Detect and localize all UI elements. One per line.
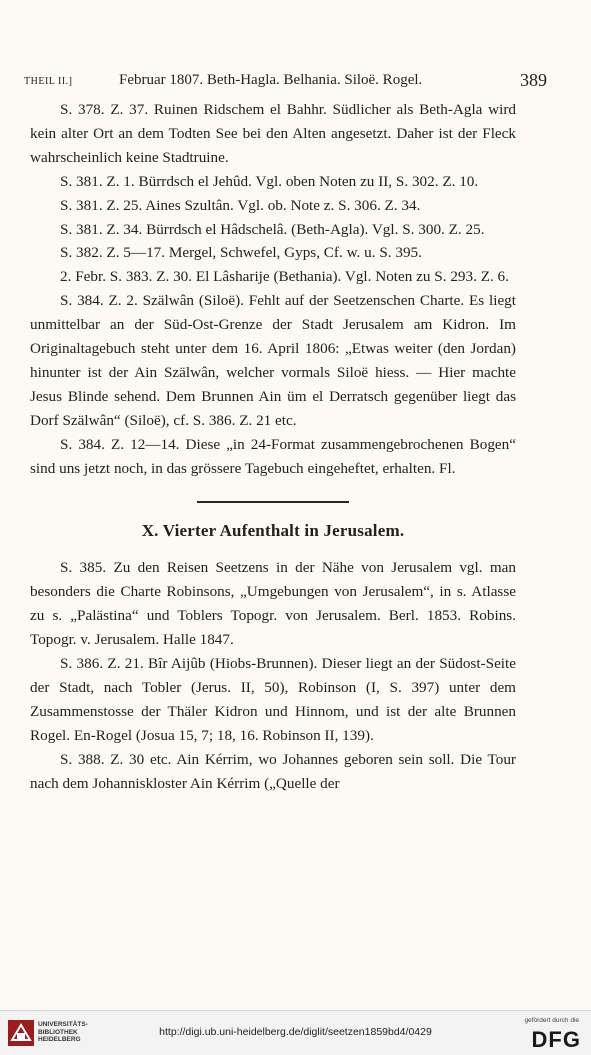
note-paragraph: S. 381. Z. 1. Bürrdsch el Jehûd. Vgl. oben Noten zu II, S. 302. Z. 10. — [60, 172, 479, 190]
permalink[interactable]: http://digi.ub.uni-heidelberg.de/diglit/seetzen1859bd4/0429 — [159, 1026, 432, 1038]
funding-note: gefördert durch die — [524, 1017, 579, 1024]
running-title: Februar 1807. Beth-Hagla. Belhania. Siloë. Rogel. — [119, 72, 423, 88]
note-paragraph: 2. Febr. S. 383. Z. 30. El Lâsharije (Bethania). Vgl. Noten zu S. 293. Z. 6. — [60, 268, 509, 286]
note-paragraph: S. 384. Z. 2. Szälwân (Siloë). Fehlt auf der Seetzenschen Charte. Es liegt unmittelbar an der Süd-Ost-Grenze der Stadt Jerusalem am Kidron. Im Originaltagebuch steht unter dem 16. April 1806: „Etwas weiter (den Jordan) hinunter ist der Ain Szälwân, welcher vormals Siloë hiess. — Hier machte Jesus Blinde sehend. Dem Brunnen Ain üm el Derratsch gegenüber liegt das Dorf Szälwân“ (Siloë), cf. S. 386. Z. 21 etc. — [30, 292, 516, 429]
note-paragraph: S. 382. Z. 5—17. Mergel, Schwefel, Gyps, Cf. w. u. S. 395. — [60, 244, 422, 262]
section-heading: X. Vierter Aufenthalt in Jerusalem. — [141, 520, 405, 540]
note-paragraph: S. 378. Z. 37. Ruinen Ridschem el Bahhr. Südlicher als Beth-Agla wird kein alter Ort an dem Todten See bei den Alten angesetzt. Daher ist der Fleck wahrscheinlich keine Stadtruine. — [30, 101, 516, 166]
volume-label: THEIL II.] — [24, 76, 73, 87]
page-number: 389 — [520, 70, 547, 90]
note-paragraph: S. 385. Zu den Reisen Seetzens in der Nähe von Jerusalem vgl. man besonders die Charte Robinsons, „Umgebungen von Jerusalem“, in s. Atlasse zu s. „Palästina“ und Toblers Topogr. von Jerusalem. Berl. 1853. Robins. Topogr. v. Jerusalem. Halle 1847. — [30, 559, 516, 649]
note-paragraph: S. 388. Z. 30 etc. Ain Kérrim, wo Johannes geboren sein soll. Die Tour nach dem Johanniskloster Ain Kérrim („Quelle der — [30, 750, 516, 792]
section-divider — [197, 501, 349, 503]
library-name-text: UNIVERSITÄTS- BIBLIOTHEK HEIDELBERG — [38, 1021, 88, 1043]
note-paragraph: S. 386. Z. 21. Bîr Aijûb (Hiobs-Brunnen). Dieser liegt an der Südost-Seite der Stadt, nach Tobler (Jerus. II, 50), Robinson (I, S. 397) unter dem Zusammenstosse der Thäler Kidron und Hinnom, und ist der alte Brunnen Rogel. En-Rogel (Josua 15, 7; 18, 16. Robinson II, 139). — [30, 655, 516, 744]
note-paragraph: S. 381. Z. 25. Aines Szultân. Vgl. ob. Note z. S. 306. Z. 34. — [60, 196, 421, 214]
page-header — [24, 72, 547, 96]
note-paragraph: S. 384. Z. 12—14. Diese „in 24-Format zusammengebrochenen Bogen“ sind uns jetzt noch, in das grössere Tagebuch eingeheftet, erhalten. Fl. — [30, 435, 516, 477]
note-paragraph: S. 381. Z. 34. Bürrdsch el Hâdschelâ. (Beth-Agla). Vgl. S. 300. Z. 25. — [60, 220, 485, 238]
dfg-logo: DFG — [531, 1027, 581, 1052]
page-body — [30, 98, 516, 795]
viewer-footer — [0, 1010, 591, 1055]
